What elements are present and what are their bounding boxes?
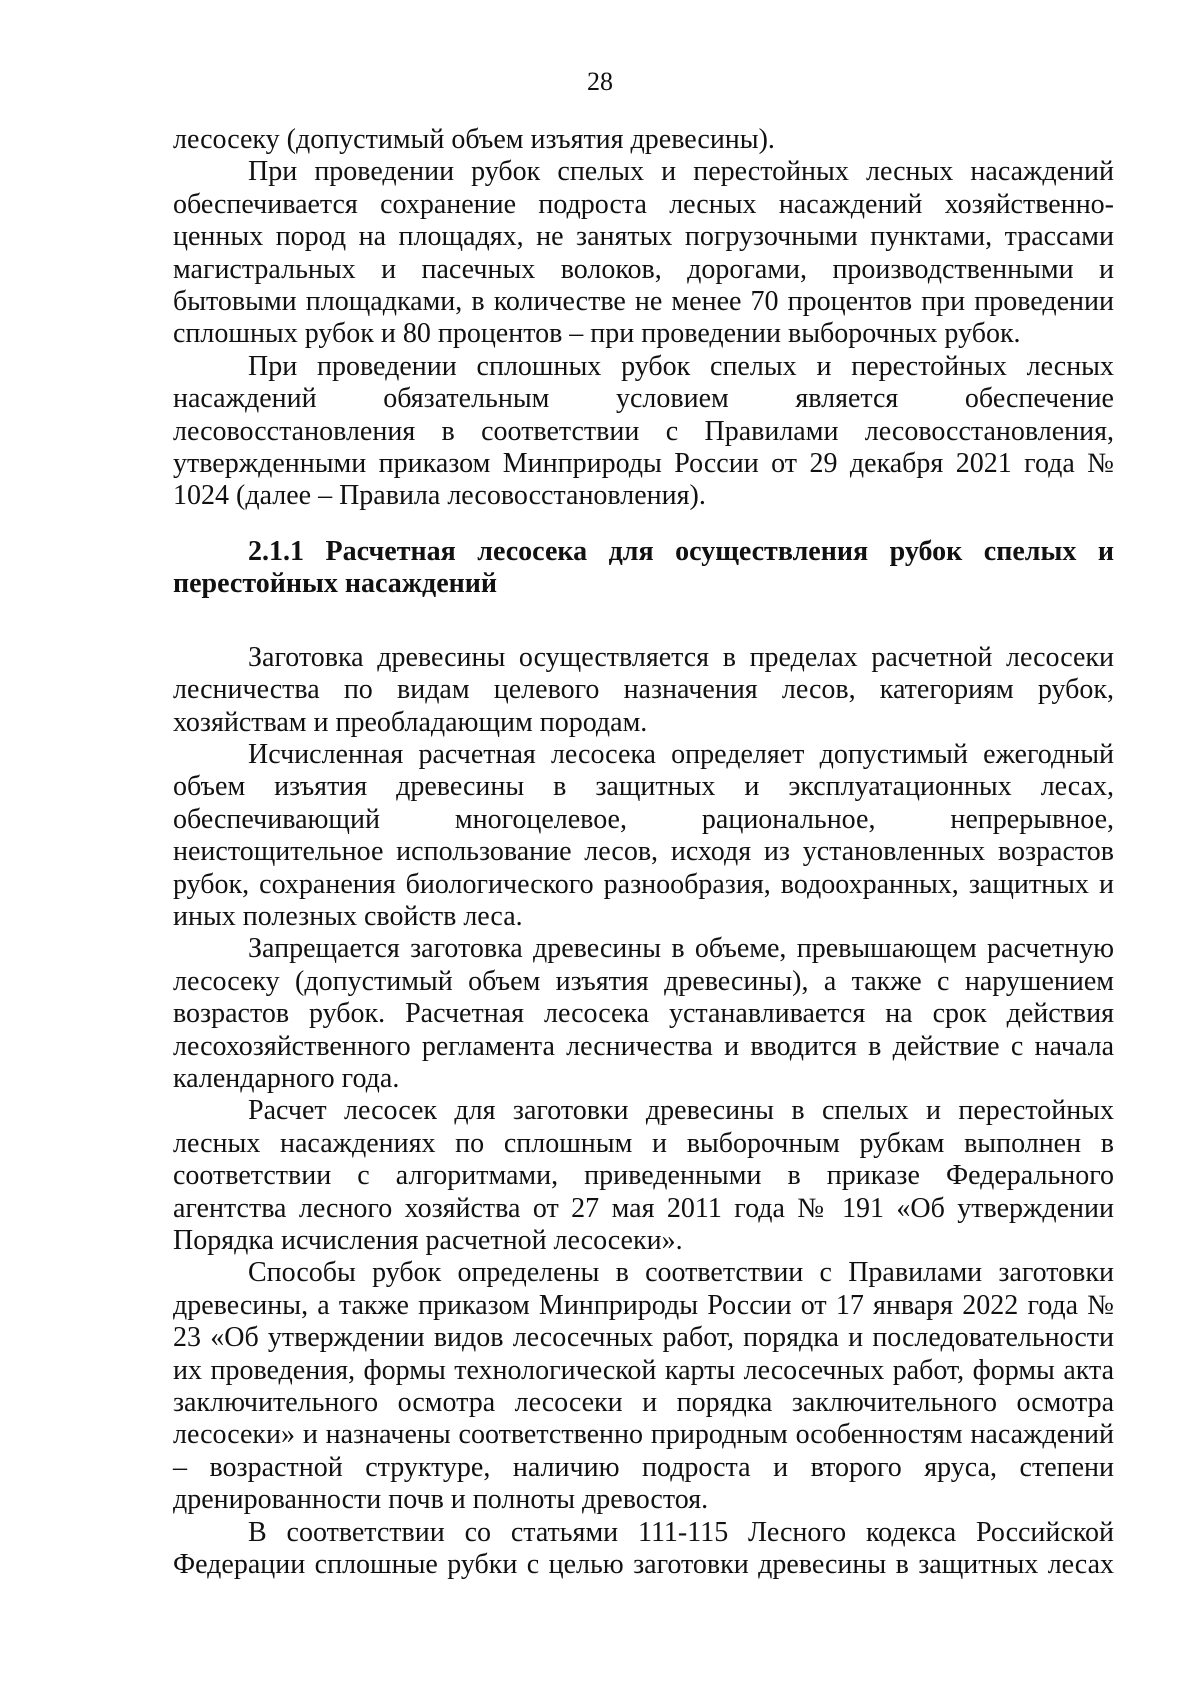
paragraph-forest-code-articles: В соответствии со статьями 111-115 Лесного кодекса Российской Федерации сплошные рубки с целью заготовки древесины в защитных лесах [173, 1516, 1114, 1581]
paragraph-cutting-methods: Способы рубок определены в соответствии с Правилами заготовки древесины, а также приказом Минприроды России от 17 января 2022 года № 23 «Об утверждении видов лесосечных работ, порядка и последовательности их проведения, формы технологической карты лесосечных работ, формы акта заключительного осмотра лесосеки и порядка заключительного осмотра лесосеки» и назначены соответственно природным особенностям насаждений – возрастной структуре, наличию подроста и второго яруса, степени дренированности почв и полноты древостоя. [173, 1257, 1114, 1516]
paragraph-reforestation-rules: При проведении сплошных рубок спелых и перестойных лесных насаждений обязательным условием является обеспечение лесовосстановления в соответствии с Правилами лесовосстановления, утвержденными приказом Минприроды России от 29 декабря 2021 года № 1024 (далее – Правила лесовосстановления). [173, 350, 1114, 512]
paragraph-annual-allowable-cut: Исчисленная расчетная лесосека определяет допустимый ежегодный объем изъятия древесины в защитных и эксплуатационных лесах, обеспечивающий многоцелевое, рациональное, непрерывное, неистощительное использование лесов, исходя из установленных возрастов рубок, сохранения биологического разнообразия, водоохранных, защитных и иных полезных свойств леса. [173, 738, 1114, 932]
page-body [173, 124, 1114, 1581]
paragraph-undergrowth-preservation: При проведении рубок спелых и перестойных лесных насаждений обеспечивается сохранение подроста лесных насаждений хозяйственно-ценных пород на площадях, не занятых погрузочными пунктами, трассами магистральных и пасечных волоков, дорогами, производственными и бытовыми площадками, в количестве не менее 70 процентов при проведении сплошных рубок и 80 процентов – при проведении выборочных рубок. [173, 156, 1114, 350]
page-number: 28 [587, 67, 613, 96]
paragraph-continuation: лесосеку (допустимый объем изъятия древесины). [173, 124, 775, 155]
paragraph-calculation-method: Расчет лесосек для заготовки древесины в спелых и перестойных лесных насаждениях по сплошным и выборочным рубкам выполнен в соответствии с алгоритмами, приведенными в приказе Федерального агентства лесного хозяйства от 27 мая 2011 года № 191 «Об утверждении Порядка исчисления расчетной лесосеки». [173, 1095, 1114, 1256]
section-heading: 2.1.1 Расчетная лесосека для осуществления рубок спелых и перестойных насаждений [173, 535, 1114, 600]
paragraph-harvest-limits: Заготовка древесины осуществляется в пределах расчетной лесосеки лесничества по видам целевого назначения лесов, категориям рубок, хозяйствам и преобладающим породам. [173, 641, 1114, 738]
paragraph-harvest-prohibition: Запрещается заготовка древесины в объеме, превышающем расчетную лесосеку (допустимый объем изъятия древесины), а также с нарушением возрастов рубок. Расчетная лесосека устанавливается на срок действия лесохозяйственного регламента лесничества и вводится в действие с начала календарного года. [173, 933, 1114, 1094]
